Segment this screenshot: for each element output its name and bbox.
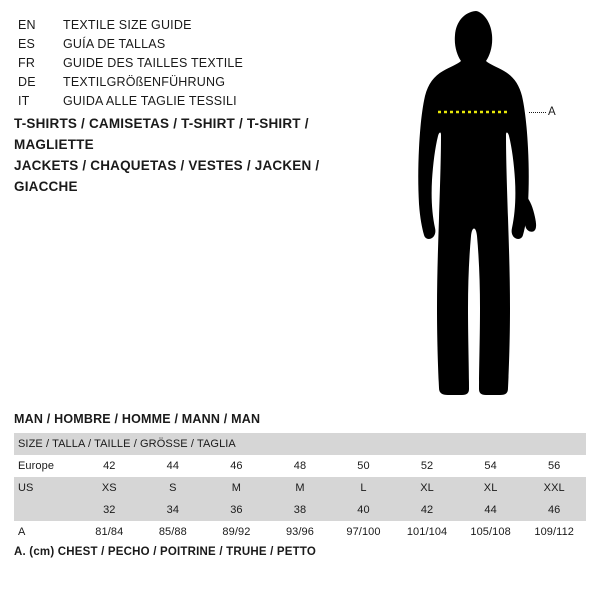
table-cell: 89/92 bbox=[205, 521, 269, 543]
table-cell: 36 bbox=[205, 499, 269, 521]
table-cell: 93/96 bbox=[268, 521, 332, 543]
table-cell: 40 bbox=[332, 499, 396, 521]
language-row bbox=[18, 37, 348, 56]
table-cell: XL bbox=[395, 477, 459, 499]
table-header-label: SIZE / TALLA / TAILLE / GRÖSSE / TAGLIA bbox=[14, 433, 586, 455]
table-row bbox=[14, 455, 586, 477]
table-cell: XXL bbox=[522, 477, 586, 499]
table-cell: M bbox=[268, 477, 332, 499]
language-text: TEXTILE SIZE GUIDE bbox=[63, 18, 192, 32]
language-text: GUIDE DES TAILLES TEXTILE bbox=[63, 56, 244, 70]
table-cell: XS bbox=[78, 477, 142, 499]
language-list bbox=[18, 18, 348, 113]
table-cell: 42 bbox=[395, 499, 459, 521]
language-row bbox=[18, 75, 348, 94]
row-label: Europe bbox=[14, 455, 78, 477]
row-label: US bbox=[14, 477, 78, 499]
language-code: EN bbox=[18, 18, 36, 32]
table-cell: L bbox=[332, 477, 396, 499]
table-row bbox=[14, 521, 586, 543]
category-tshirts: T-SHIRTS / CAMISETAS / T-SHIRT / T-SHIRT / MAGLIETTE bbox=[14, 116, 309, 152]
table-header-row bbox=[14, 433, 586, 455]
man-silhouette-figure bbox=[398, 8, 588, 398]
table-row bbox=[14, 499, 586, 521]
table-row bbox=[14, 477, 586, 499]
table-cell: 50 bbox=[332, 455, 396, 477]
footnote: A. (cm) CHEST / PECHO / POITRINE / TRUHE / PETTO bbox=[14, 546, 317, 558]
size-table bbox=[14, 433, 586, 543]
language-code: ES bbox=[18, 37, 36, 51]
table-cell: 109/112 bbox=[522, 521, 586, 543]
table-cell: S bbox=[141, 477, 205, 499]
language-row bbox=[18, 94, 348, 113]
language-text: GUIDA ALLE TAGLIE TESSILI bbox=[63, 94, 237, 108]
silhouette-icon bbox=[398, 8, 588, 398]
table-cell: 38 bbox=[268, 499, 332, 521]
size-table-section bbox=[14, 412, 586, 543]
language-row bbox=[18, 56, 348, 75]
table-cell: 54 bbox=[459, 455, 523, 477]
table-cell: 46 bbox=[205, 455, 269, 477]
category-headings bbox=[14, 113, 374, 197]
language-text: TEXTILGRÖßENFÜHRUNG bbox=[63, 75, 226, 89]
table-cell: 101/104 bbox=[395, 521, 459, 543]
row-label: A bbox=[14, 521, 78, 543]
language-text: GUÍA DE TALLAS bbox=[63, 37, 166, 51]
table-cell: 32 bbox=[78, 499, 142, 521]
table-cell: 48 bbox=[268, 455, 332, 477]
language-code: DE bbox=[18, 75, 36, 89]
table-cell: 44 bbox=[141, 455, 205, 477]
table-cell: 34 bbox=[141, 499, 205, 521]
table-cell: 56 bbox=[522, 455, 586, 477]
table-group-title: MAN / HOMBRE / HOMME / MANN / MAN bbox=[14, 412, 261, 426]
language-row bbox=[18, 18, 348, 37]
table-cell: M bbox=[205, 477, 269, 499]
language-code: FR bbox=[18, 56, 36, 70]
measure-leader-line bbox=[529, 112, 546, 114]
table-cell: 42 bbox=[78, 455, 142, 477]
row-label bbox=[14, 499, 78, 521]
table-cell: 46 bbox=[522, 499, 586, 521]
table-cell: 52 bbox=[395, 455, 459, 477]
table-cell: 105/108 bbox=[459, 521, 523, 543]
category-jackets: JACKETS / CHAQUETAS / VESTES / JACKEN / GIACCHE bbox=[14, 158, 320, 194]
table-cell: 85/88 bbox=[141, 521, 205, 543]
measure-label-a: A bbox=[548, 106, 557, 118]
language-code: IT bbox=[18, 94, 30, 108]
table-cell: 44 bbox=[459, 499, 523, 521]
table-cell: 97/100 bbox=[332, 521, 396, 543]
table-cell: XL bbox=[459, 477, 523, 499]
table-cell: 81/84 bbox=[78, 521, 142, 543]
